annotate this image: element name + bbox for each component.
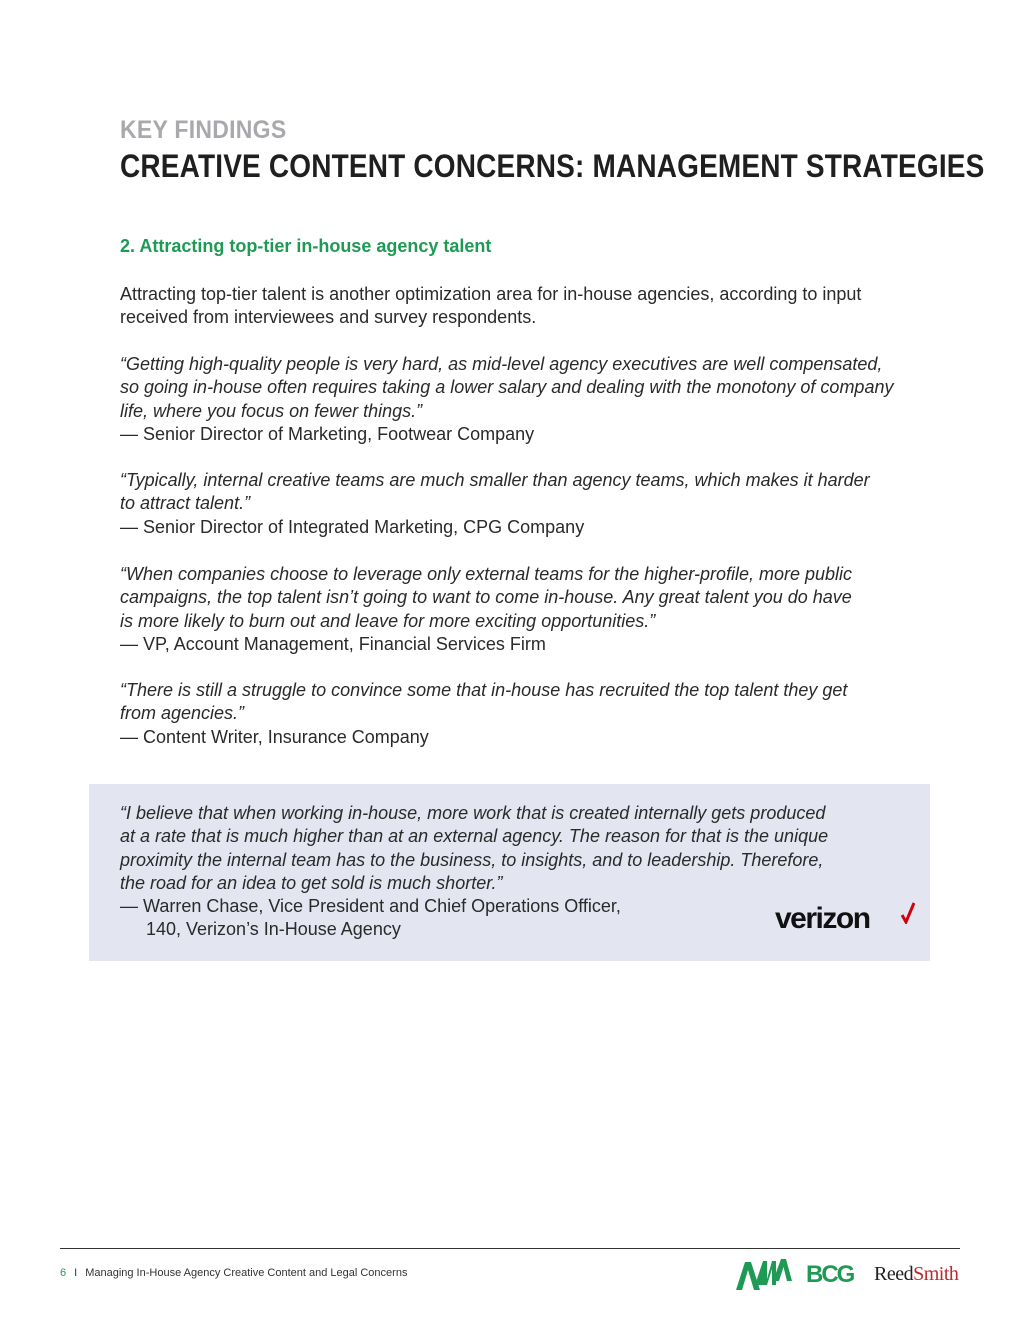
- featured-quote-callout: [89, 784, 930, 961]
- verizon-logo: verizon: [775, 902, 870, 935]
- quote-attribution: — Senior Director of Integrated Marketing, CPG Company: [120, 516, 585, 537]
- quote-line: life, where you focus on fewer things.”: [120, 400, 423, 421]
- quote-block: [120, 469, 940, 539]
- quote-line: campaigns, the top talent isn’t going to want to come in-house. Any great talent you do have: [120, 587, 852, 608]
- callout-line: “I believe that when working in-house, more work that is created internally gets produced: [120, 803, 826, 823]
- footer-doc-title: Managing In-House Agency Creative Content and Legal Concerns: [85, 1267, 408, 1279]
- quote-line: “There is still a struggle to convince some that in-house has recruited the top talent they get: [120, 680, 848, 700]
- intro-line: Attracting top-tier talent is another optimization area for in-house agencies, according to input: [120, 284, 862, 304]
- verizon-check-icon: [901, 902, 915, 924]
- page-number: 6: [60, 1267, 67, 1279]
- quote-line: so going in-house often requires taking a lower salary and dealing with the monotony of company: [120, 377, 894, 398]
- ana-logo: [736, 1259, 792, 1291]
- quote-line: is more likely to burn out and leave for more exciting opportunities.”: [120, 610, 656, 631]
- callout-attribution: 140, Verizon’s In-House Agency: [146, 919, 401, 940]
- quote-line: “Getting high-quality people is very hard, as mid-level agency executives are well compensated,: [120, 354, 883, 374]
- section-kicker: KEY FINDINGS: [120, 116, 287, 144]
- footer-divider: [60, 1248, 960, 1249]
- quote-attribution: — Senior Director of Marketing, Footwear Company: [120, 423, 535, 444]
- footer-separator: I: [74, 1267, 78, 1279]
- page-title: CREATIVE CONTENT CONCERNS: MANAGEMENT STRATEGIES: [120, 148, 985, 184]
- reedsmith-logo-reed: Reed: [874, 1263, 914, 1285]
- callout-attribution: — Warren Chase, Vice President and Chief Operations Officer,: [120, 896, 621, 917]
- quote-line: “Typically, internal creative teams are much smaller than agency teams, which makes it harder: [120, 470, 870, 490]
- callout-line: at a rate that is much higher than at an external agency. The reason for that is the unique: [120, 826, 829, 847]
- reedsmith-logo-smith: Smith: [913, 1263, 959, 1285]
- quote-block: [120, 679, 940, 749]
- quote-line: “When companies choose to leverage only external teams for the higher-profile, more public: [120, 564, 853, 584]
- bcg-logo: BCG: [806, 1261, 854, 1288]
- reedsmith-logo: [874, 1263, 958, 1286]
- callout-line: the road for an idea to get sold is much shorter.”: [120, 872, 503, 893]
- callout-line: proximity the internal team has to the business, to insights, and to leadership. Therefore,: [120, 849, 824, 870]
- quote-line: to attract talent.”: [120, 493, 251, 514]
- quote-line: from agencies.”: [120, 703, 245, 724]
- callout-text: [120, 802, 880, 942]
- intro-line: received from interviewees and survey respondents.: [120, 307, 537, 328]
- quote-block: [120, 353, 940, 446]
- quote-attribution: — Content Writer, Insurance Company: [120, 726, 429, 747]
- section-heading: 2. Attracting top-tier in-house agency talent: [120, 236, 492, 256]
- quote-block: [120, 563, 940, 656]
- intro-paragraph: [120, 283, 940, 330]
- quote-attribution: — VP, Account Management, Financial Services Firm: [120, 633, 546, 654]
- footer: [60, 1267, 407, 1279]
